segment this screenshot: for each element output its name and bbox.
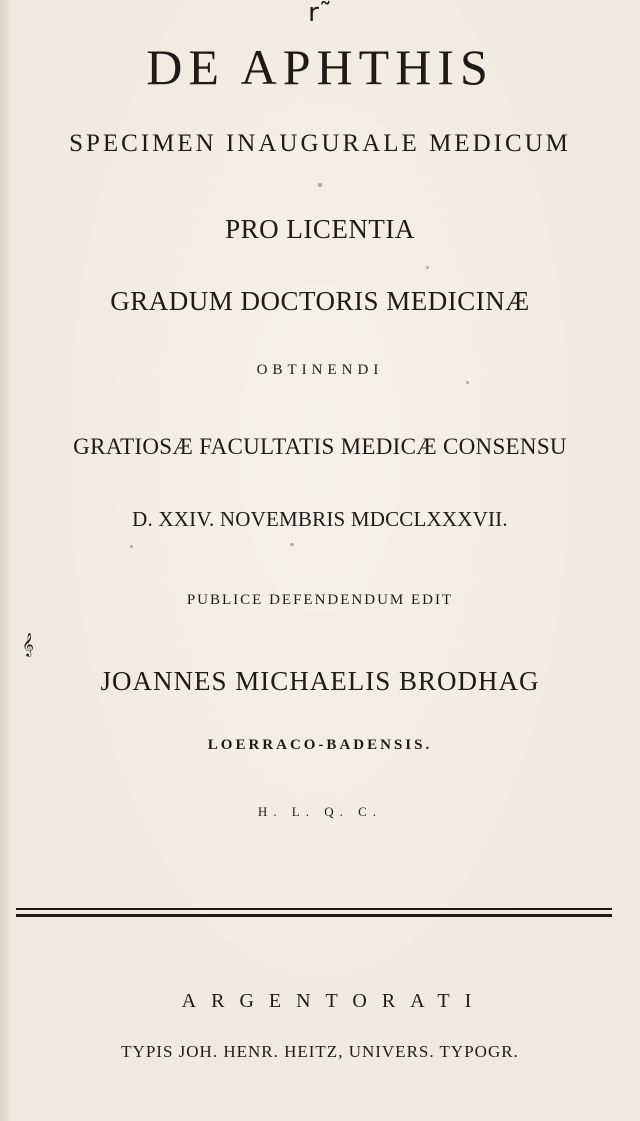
obtinendi-line: OBTINENDI xyxy=(256,362,384,378)
paper-speck xyxy=(318,183,322,187)
gradum-line: GRADUM DOCTORIS MEDICINÆ xyxy=(110,286,530,316)
divider-rule-thick xyxy=(16,914,612,917)
divider-rule-thin xyxy=(16,908,612,910)
paper-speck xyxy=(290,543,294,546)
pro-licentia-line: PRO LICENTIA xyxy=(225,214,415,244)
consensu-line: GRATIOSÆ FACULTATIS MEDICÆ CONSENSU xyxy=(73,434,567,459)
date-line: D. XXIV. NOVEMBRIS MDCCLXXXVII. xyxy=(132,507,508,531)
paper-speck xyxy=(130,545,133,548)
paper-speck xyxy=(466,381,469,384)
specimen-line: SPECIMEN INAUGURALE MEDICUM xyxy=(69,130,571,157)
paper-speck xyxy=(426,266,429,269)
city-line: ARGENTORATI xyxy=(181,990,487,1012)
imprint-line: TYPIS JOH. HENR. HEITZ, UNIVERS. TYPOGR. xyxy=(121,1042,519,1061)
publice-line: PUBLICE DEFENDENDUM EDIT xyxy=(186,592,454,608)
page-title: DE APHTHIS xyxy=(146,39,494,95)
hlqc-line: H. L. Q. C. xyxy=(257,804,383,819)
catalog-mark: r˜ xyxy=(308,0,332,28)
author-name: JOANNES MICHAELIS BRODHAG xyxy=(100,666,540,696)
printer-flourish-icon: 𝄞 xyxy=(22,632,34,656)
author-origin: LOERRACO-BADENSIS. xyxy=(207,737,433,753)
